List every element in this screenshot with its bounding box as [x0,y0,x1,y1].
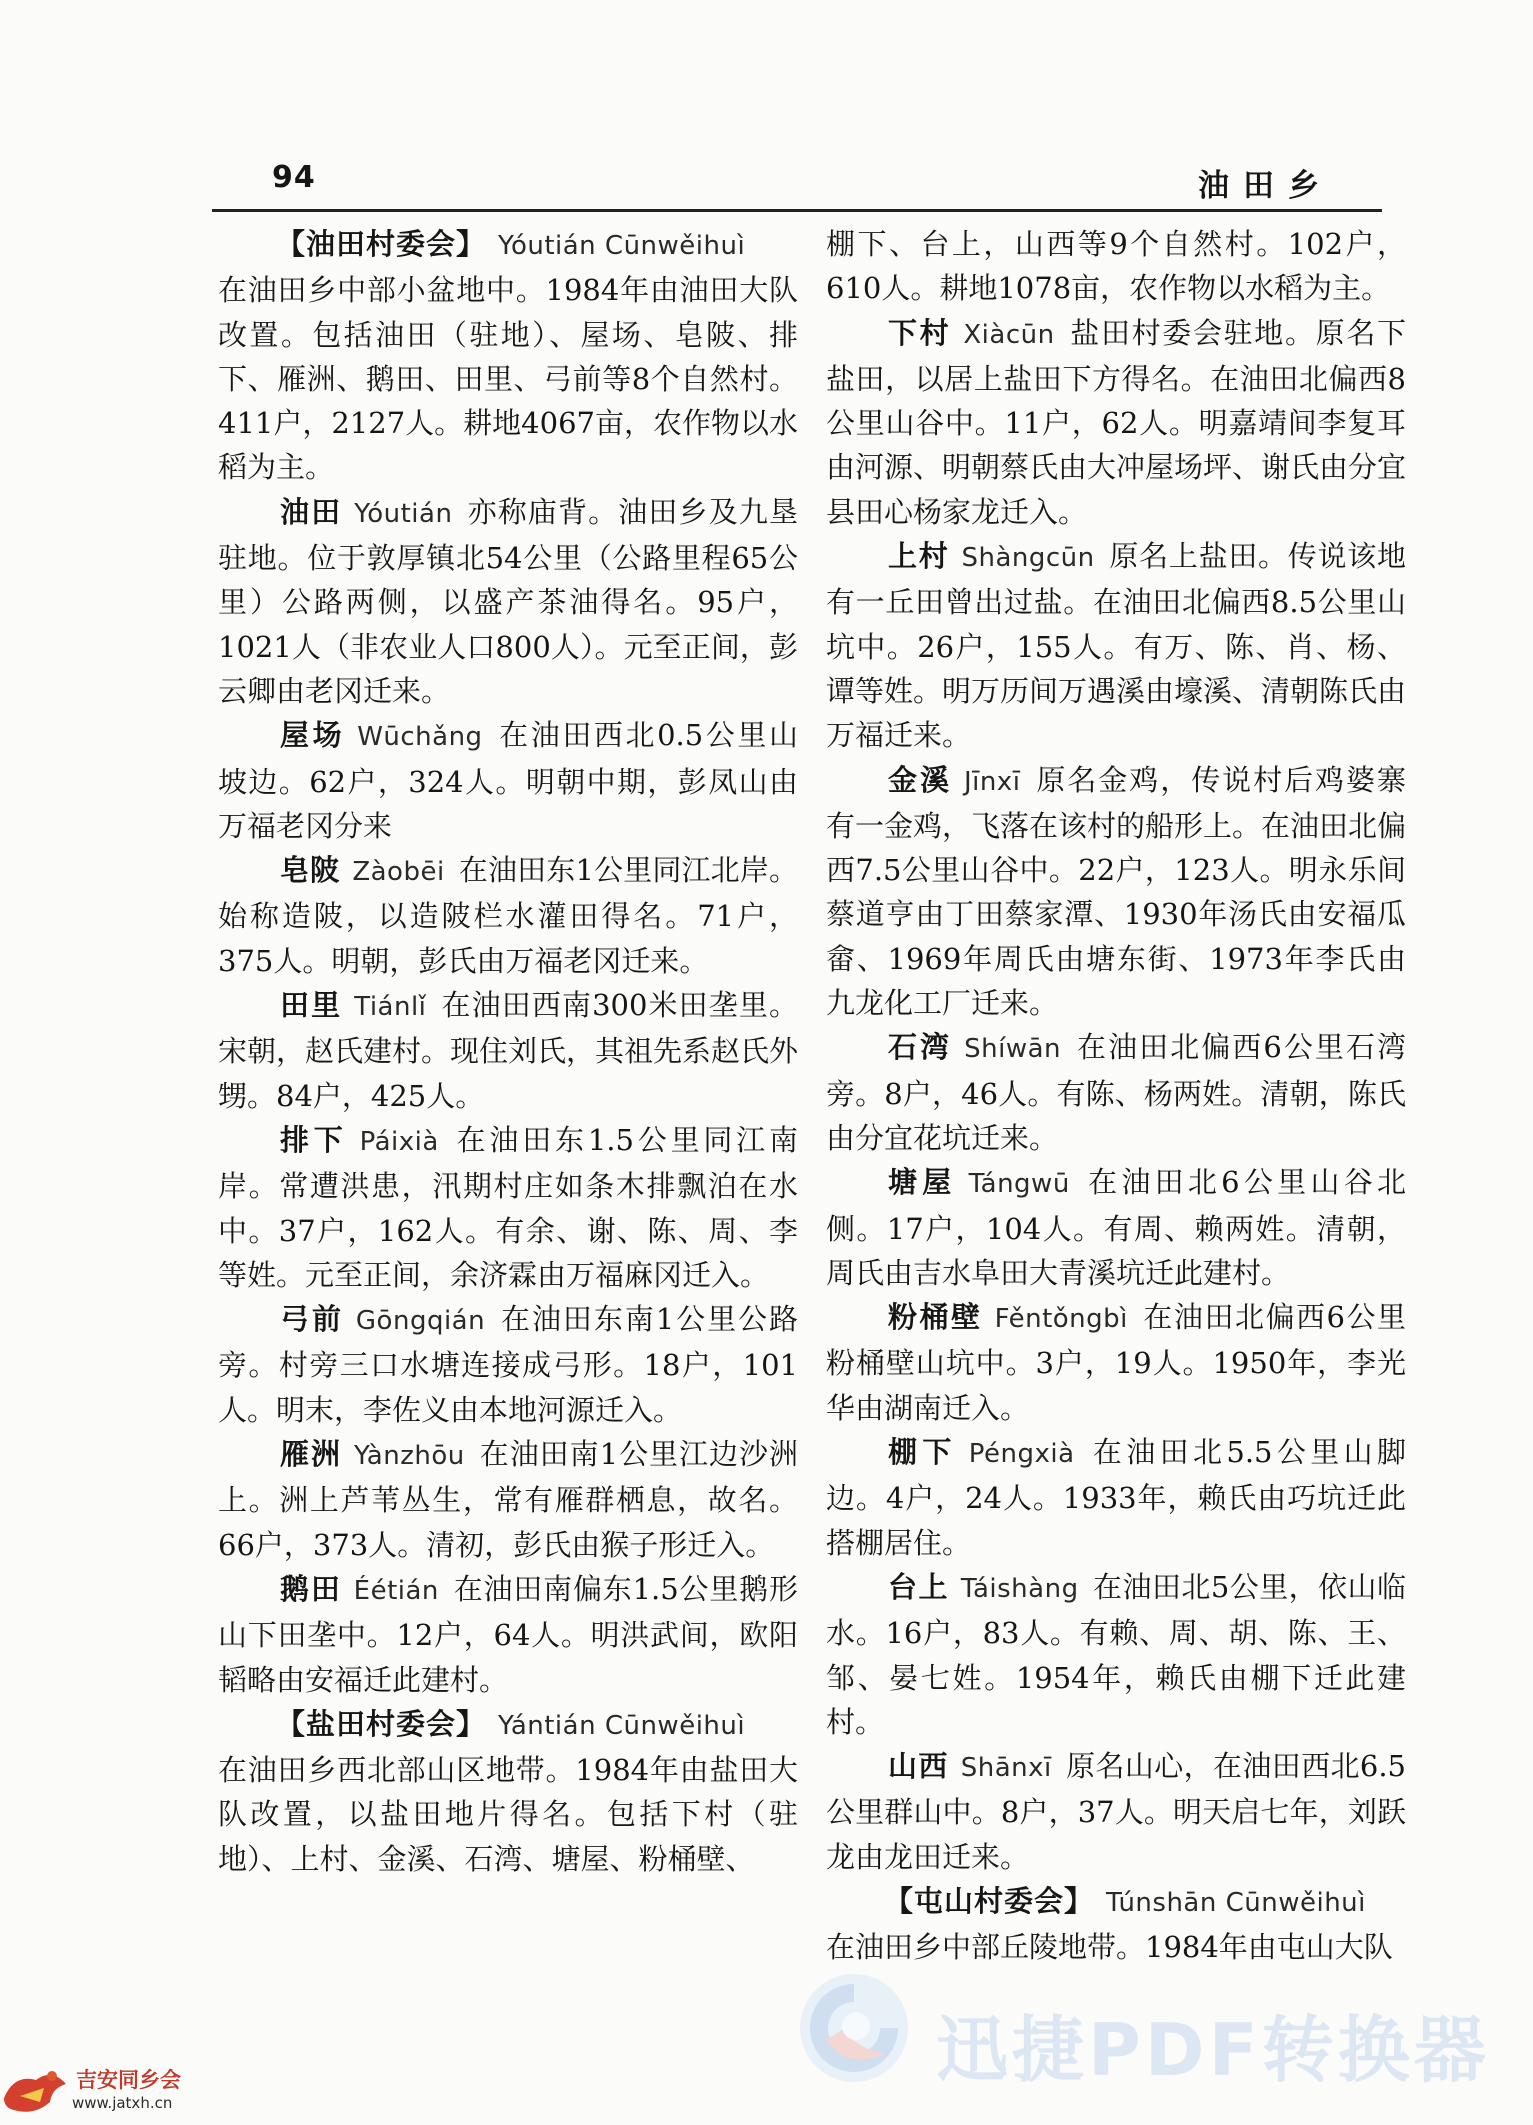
place-name: 弓前 [280,1302,344,1337]
place-name: 【屯山村委会】 [884,1883,1095,1918]
place-name: 金溪 [888,762,952,797]
entry-text: 原名上盐田。传说该地有一丘田曾出过盐。在油田北偏西8.5公里山坑中。26户，155人。有万、陈、肖、杨、谭等姓。明万历间万遇溪由壕溪、清朝陈氏由万福迁来。 [826,539,1407,753]
place-pinyin: Yànzhōu [353,1441,465,1472]
village-entry [826,1565,1406,1744]
entry-text: 在油田北6公里山谷北侧。17户，104人。有周、赖两姓。清朝，周氏由吉水阜田大青溪坑迁此建村。 [826,1165,1406,1290]
entry-text: 在油田南1公里江边沙洲上。洲上芦苇丛生，常有雁群栖息，故名。66户，373人。清初，彭氏由猴子形迁入。 [218,1437,798,1562]
entry-text: 在油田东南1公里公路旁。村旁三口水塘连接成弓形。18户，101人。明末，李佐义由本地河源迁入。 [218,1302,798,1427]
village-entry [826,1295,1406,1430]
place-name: 雁洲 [280,1437,342,1472]
place-name: 屋场 [280,718,346,753]
place-name: 田里 [280,988,343,1023]
entry-text: 在油田北5公里，依山临水。16户，83人。有赖、周、胡、陈、王、邹、晏七姓。1954年，赖氏由棚下迁此建村。 [826,1569,1406,1739]
village-entry [826,758,1406,1026]
village-entry [218,848,798,983]
place-pinyin: Páixià [359,1126,439,1157]
place-name: 皂陂 [280,853,341,888]
entry-text: 在油田北偏西6公里粉桶壁山坑中。3户，19人。1950年，李光华由湖南迁入。 [826,1300,1406,1425]
place-pinyin: Wūchǎng [357,722,483,753]
site-url: www.jatxh.cn [72,2094,173,2112]
place-pinyin: Tángwū [968,1169,1070,1200]
place-pinyin: Shàngcūn [961,543,1095,574]
entry-text: 原名金鸡，传说村后鸡婆寨有一金鸡，飞落在该村的船形上。在油田北偏西7.5公里山谷中。22户，123人。明永乐间蔡道亨由丁田蔡家潭、1930年汤氏由安福瓜畲、1969年周氏由塘东街、1973年李氏由九龙化工厂迁来。 [826,762,1407,1021]
place-pinyin: Táishàng [960,1573,1079,1604]
site-name: 吉安同乡会 [76,2067,181,2092]
entry-text: 在油田西北0.5公里山坡边。62户，324人。明朝中期，彭凤山由万福老冈分来 [218,718,798,843]
village-entry [826,1025,1406,1160]
entry-text: 在油田乡西北部山区地带。1984年由盐田大队改置，以盐田地片得名。包括下村（驻地）、上村、金溪、石湾、塘屋、粉桶壁、 [218,1753,798,1876]
pdf-converter-logo-icon [796,1970,912,2086]
place-pinyin: Éétián [353,1575,439,1606]
running-head: 油田乡 [1198,168,1333,204]
right-column [826,222,1406,1970]
entry-text: 原名山心，在油田西北6.5公里群山中。8户，37人。明天启七年，刘跃龙由龙田迁来。 [826,1749,1406,1874]
place-pinyin: Jīnxī [963,766,1021,797]
village-committee-entry [218,1702,798,1748]
paragraph-continuation [826,222,1406,311]
paragraph-continuation [218,1748,798,1881]
entry-text: 盐田村委会驻地。原名下盐田，以居上盐田下方得名。在油田北偏西8公里山谷中。11户，62人。明嘉靖间李复耳由河源、明朝蔡氏由大冲屋场坪、谢氏由分宜县田心杨家龙迁入。 [826,315,1407,529]
place-pinyin: Shíwān [964,1034,1061,1065]
place-pinyin: Yántián Cūnwěihuì [498,1710,746,1741]
place-pinyin: Yóutián [354,498,453,529]
left-column [218,222,798,1881]
place-name: 油田 [280,494,343,529]
entry-text: 棚下、台上，山西等9个自然村。102户，610人。耕地1078亩，农作物以水稻为主。 [826,227,1406,306]
village-entry [826,534,1406,757]
village-entry [218,1567,798,1702]
entry-text: 亦称庙背。油田乡及九垦驻地。位于敦厚镇北54公里（公路里程65公里）公路两侧，以盛产茶油得名。95户，1021人（非农业人口800人）。元至正间，彭云卿由老冈迁来。 [218,494,798,708]
village-entry [218,1297,798,1432]
village-entry [826,1430,1406,1565]
place-pinyin: Tiánlǐ [354,992,427,1023]
entry-text: 在油田北偏西6公里石湾旁。8户，46人。有陈、杨两姓。清朝，陈氏由分宜花坑迁来。 [826,1030,1406,1155]
place-name: 鹅田 [280,1571,342,1606]
paragraph-continuation [218,268,798,489]
place-name: 石湾 [888,1030,953,1065]
place-name: 塘屋 [888,1165,957,1200]
place-pinyin: Shānxī [960,1753,1052,1784]
paragraph-continuation [826,1925,1406,1969]
village-entry [218,1432,798,1567]
village-entry [218,1118,798,1297]
place-name: 【油田村委会】 [276,227,487,261]
place-pinyin: Xiàcūn [963,319,1055,350]
header-rule [212,209,1382,212]
site-logo-icon [0,2058,70,2120]
place-name: 山西 [888,1749,949,1784]
page-number: 94 [272,160,316,195]
watermark-text: 迅捷PDF转换器 [936,2008,1490,2092]
village-entry [826,311,1406,534]
place-name: 棚下 [888,1435,957,1470]
village-entry [218,490,798,713]
village-entry [826,1160,1406,1295]
place-pinyin: Fěntǒngbì [994,1304,1128,1335]
place-pinyin: Péngxià [968,1439,1075,1470]
place-name: 台上 [888,1569,949,1604]
entry-text: 在油田东1公里同江北岸。始称造陂，以造陂栏水灌田得名。71户，375人。明朝，彭氏由万福老冈迁来。 [218,853,798,978]
place-pinyin: Yóutián Cūnwěihuì [498,231,746,261]
place-name: 排下 [280,1122,348,1157]
village-committee-entry [218,222,798,268]
place-name: 【盐田村委会】 [276,1706,487,1741]
entry-text: 在油田北5.5公里山脚边。4户，24人。1933年，赖氏由巧坑迁此搭棚居住。 [826,1435,1406,1560]
entry-text: 在油田乡中部丘陵地带。1984年由屯山大队 [826,1930,1393,1965]
entry-text: 在油田西南300米田垄里。宋朝，赵氏建村。现住刘氏，其祖先系赵氏外甥。84户，425人。 [218,988,799,1113]
village-entry [218,983,798,1118]
entry-text: 在油田东1.5公里同江南岸。常遭洪患，汛期村庄如条木排飘泊在水中。37户，162人。有余、谢、陈、周、李等姓。元至正间，余济霖由万福麻冈迁入。 [218,1122,798,1292]
village-entry [218,713,798,848]
place-pinyin: Zàobēi [352,857,445,888]
place-pinyin: Túnshān Cūnwěihuì [1106,1887,1366,1918]
entry-text: 在油田南偏东1.5公里鹅形山下田垄中。12户，64人。明洪武间，欧阳韬略由安福迁此建村。 [218,1571,798,1697]
place-name: 上村 [888,539,950,574]
entry-text: 在油田乡中部小盆地中。1984年由油田大队改置。包括油田（驻地）、屋场、皂陂、排下、雁洲、鹅田、田里、弓前等8个自然村。411户，2127人。耕地4067亩，农作物以水稻为主。 [218,273,798,485]
village-entry [826,1744,1406,1879]
place-name: 粉桶壁 [888,1300,983,1335]
place-name: 下村 [888,315,952,350]
place-pinyin: Gōngqián [355,1306,486,1337]
village-committee-entry [826,1879,1406,1925]
